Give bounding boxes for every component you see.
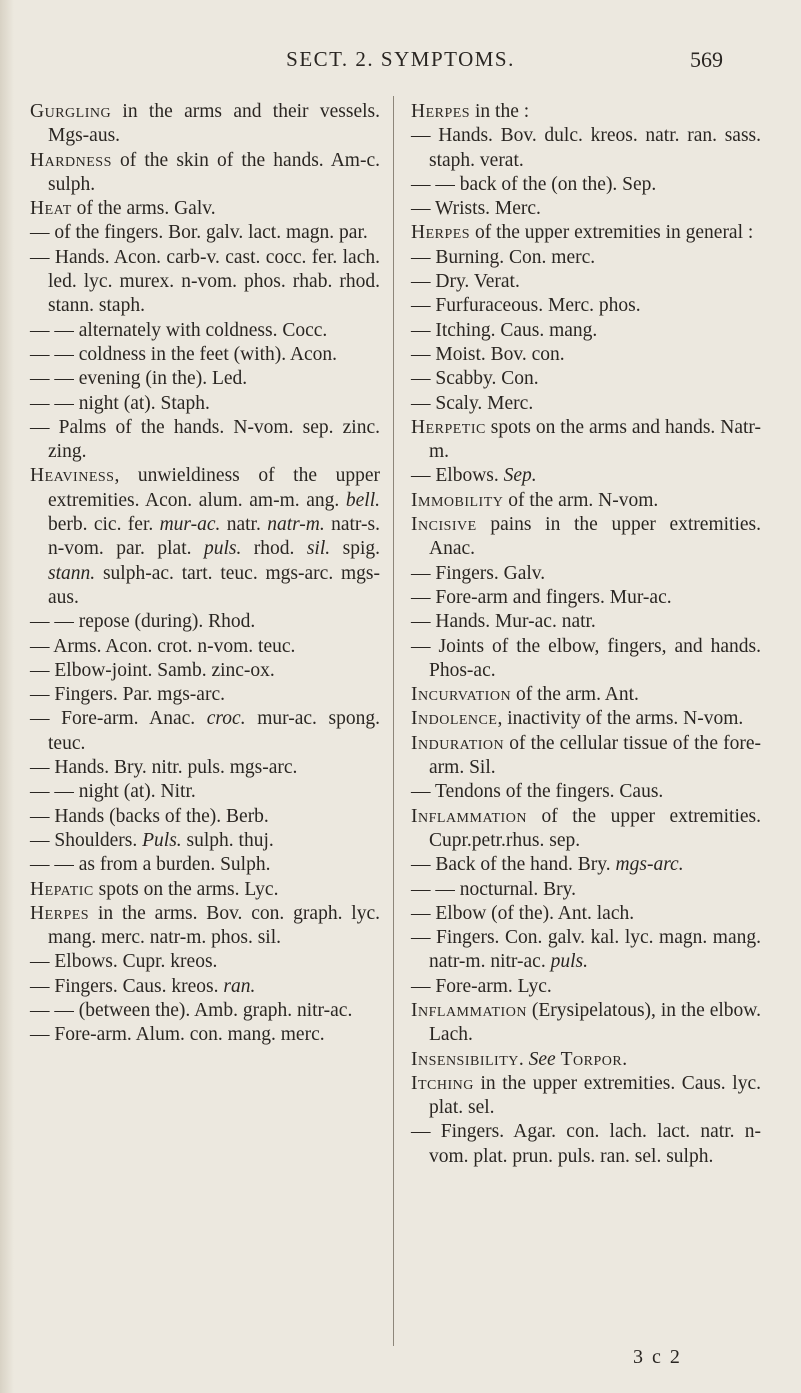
entry-text: — Palms of the hands. N-vom. sep. zinc. zing. (30, 416, 380, 463)
entry-text: — — night (at). Nitr. (30, 781, 196, 803)
entry-text: — Wrists. Merc. (411, 198, 541, 220)
index-entry (411, 124, 761, 173)
index-entry (411, 416, 761, 465)
entry-text: — Elbow (of the). Ant. lach. (411, 902, 635, 924)
section-title: SECT. 2. SYMPTOMS. (286, 47, 515, 71)
entry-text: pains in the upper extremities. Anac. (429, 514, 761, 560)
entry-heading: Herpetic (411, 416, 486, 438)
entry-heading: Induration (411, 732, 505, 754)
index-entry (30, 829, 380, 853)
entry-text: spig. (330, 538, 380, 560)
entry-text: — Fore-arm and fingers. Mur-ac. (411, 586, 672, 608)
entry-text: — Fingers. Con. galv. kal. lyc. magn. mang. natr-m. nitr-ac. (411, 927, 761, 973)
entry-text: spots on the arms. Lyc. (93, 878, 279, 900)
entry-italic-remedy: mur-ac. (159, 514, 221, 536)
index-entry (411, 853, 761, 877)
entry-italic-remedy: bell. (345, 489, 380, 511)
index-entry (30, 197, 380, 221)
index-entry (30, 780, 380, 804)
index-entry (30, 950, 380, 974)
index-entry (30, 999, 380, 1023)
signature-mark: 3 c 2 (633, 1346, 682, 1368)
entry-text: — — back of the (on the). Sep. (411, 173, 657, 195)
entry-crossref: Torpor (560, 1048, 623, 1070)
entry-text: mur-ac. spong. teuc. (48, 708, 380, 754)
entry-text: . (622, 1048, 628, 1070)
index-entry (411, 586, 761, 610)
entry-text: in the upper extremities. Caus. lyc. plat. sel. (429, 1072, 761, 1119)
entry-text: — Hands. Bov. dulc. kreos. natr. ran. sass. staph. verat. (411, 125, 761, 171)
index-entry (411, 878, 761, 902)
entry-heading: Herpes (30, 902, 90, 924)
entry-text: — Shoulders. (30, 829, 143, 851)
index-entry (30, 635, 380, 659)
entry-text: of the upper extremities. Cupr.petr.rhus. sep. (429, 805, 761, 851)
entry-text: , inactivity of the arms. N-vom. (497, 708, 744, 730)
index-entry (30, 221, 380, 245)
index-entry (411, 392, 761, 416)
entry-text: in the arms. Bov. con. graph. lyc. mang. merc. natr-m. phos. sil. (48, 902, 380, 949)
index-entry (411, 635, 761, 684)
index-entry (411, 732, 761, 781)
entry-text: — Hands. Mur-ac. natr. (411, 611, 596, 633)
index-entry (30, 416, 380, 465)
index-entry (30, 683, 380, 707)
index-entry (411, 902, 761, 926)
entry-text: — — evening (in the). Led. (30, 368, 248, 390)
entry-text: — — coldness in the feet (with). Acon. (30, 343, 338, 365)
entry-text: — Fore-arm. Alum. con. mang. merc. (30, 1024, 325, 1046)
entry-italic-remedy: natr-m. (267, 514, 325, 536)
entry-text: — Back of the hand. Bry. (411, 854, 616, 876)
entry-text: of the skin of the hands. Am-c. sulph. (48, 149, 380, 195)
entry-text: — Fore-arm. Lyc. (411, 975, 552, 997)
index-entry (30, 319, 380, 343)
index-entry (30, 367, 380, 391)
entry-text: — Tendons of the fingers. Caus. (411, 781, 664, 803)
left-column (30, 100, 380, 1048)
entry-text: — — as from a burden. Sulph. (30, 854, 271, 876)
entry-text: of the arm. Ant. (511, 684, 639, 706)
entry-text: of the arm. N-vom. (503, 489, 659, 511)
entry-text: sulph. thuj. (181, 829, 274, 851)
index-entry (30, 100, 380, 149)
index-entry (30, 805, 380, 829)
entry-text: natr. (220, 514, 268, 536)
index-entry (411, 562, 761, 586)
entry-text: — Scaly. Merc. (411, 392, 534, 414)
entry-italic-remedy: stann. (48, 562, 96, 584)
entry-text: — Elbow-joint. Samb. zinc-ox. (30, 659, 275, 681)
entry-text: — Hands (backs of the). Berb. (30, 805, 269, 827)
entry-text: — Fingers. Caus. kreos. (30, 975, 224, 997)
entry-text: — Fingers. Agar. con. lach. lact. natr. n-vom. plat. prun. puls. ran. sel. sulph. (411, 1121, 761, 1167)
entry-text: — — nocturnal. Bry. (411, 878, 576, 900)
entry-text: — Dry. Verat. (411, 271, 520, 293)
entry-heading: Inflammation (411, 999, 527, 1021)
entry-text: — Hands. Acon. carb-v. cast. cocc. fer. lach. led. lyc. murex. n-vom. phos. rhab. rhod. stann. staph. (30, 246, 380, 317)
index-entry (30, 149, 380, 198)
entry-text: — Elbows. Cupr. kreos. (30, 951, 218, 973)
index-entry (411, 343, 761, 367)
entry-italic-remedy: See (528, 1048, 556, 1070)
entry-text: — Burning. Con. merc. (411, 246, 596, 268)
index-entry (411, 780, 761, 804)
entry-text: — — night (at). Staph. (30, 392, 210, 414)
entry-text: — Joints of the elbow, fingers, and hands. Phos-ac. (411, 635, 761, 681)
entry-text: of the upper extremities in general : (470, 222, 754, 244)
entry-text: — Moist. Bov. con. (411, 343, 565, 365)
index-entry (30, 246, 380, 319)
entry-text: of the arms. Galv. (71, 198, 216, 220)
index-entry (411, 173, 761, 197)
entry-text: — Itching. Caus. mang. (411, 319, 598, 341)
index-entry (411, 1072, 761, 1121)
entry-text: — Fingers. Par. mgs-arc. (30, 684, 225, 706)
entry-text: of the cellular tissue of the fore-arm. Sil. (429, 732, 761, 779)
running-header (0, 47, 801, 81)
index-entry (411, 100, 761, 124)
entry-text: — Fore-arm. Anac. (30, 708, 207, 730)
entry-text: — Arms. Acon. crot. n-vom. teuc. (30, 635, 296, 657)
entry-italic-remedy: ran. (223, 975, 256, 997)
entry-text: — — alternately with coldness. Cocc. (30, 319, 328, 341)
page-number: 569 (690, 47, 723, 72)
right-column (411, 100, 761, 1169)
entry-heading: Heaviness (30, 465, 115, 487)
entry-text: — — repose (during). Rhod. (30, 611, 256, 633)
index-entry (30, 756, 380, 780)
entry-heading: Herpes (411, 101, 471, 122)
entry-text: sulph-ac. tart. teuc. mgs-arc. mgs-aus. (48, 562, 380, 608)
entry-heading: Incurvation (411, 684, 512, 706)
index-entry (30, 853, 380, 877)
entry-heading: Gurgling (30, 101, 112, 122)
index-entry (30, 707, 380, 756)
entry-text: natr-s. n-vom. par. plat. (48, 514, 380, 560)
entry-heading: Herpes (411, 222, 471, 244)
index-entry (411, 513, 761, 562)
entry-heading: Hepatic (30, 878, 94, 900)
index-entry (30, 659, 380, 683)
entry-text: rhod. (241, 538, 307, 560)
entry-text: — Fingers. Galv. (411, 562, 546, 584)
index-entry (411, 246, 761, 270)
index-entry (30, 343, 380, 367)
entry-text: spots on the arms and hands. Natr-m. (429, 416, 761, 463)
index-entry (411, 270, 761, 294)
column-divider (393, 96, 394, 1346)
entry-heading: Itching (411, 1072, 474, 1094)
index-entry (411, 805, 761, 854)
entry-heading: Insensibility (411, 1048, 519, 1070)
index-entry (411, 367, 761, 391)
index-entry (30, 392, 380, 416)
entry-text: (Erysipelatous), in the elbow. Lach. (429, 999, 761, 1046)
index-entry (30, 975, 380, 999)
index-entry (30, 878, 380, 902)
index-entry (411, 926, 761, 975)
entry-text: — Furfuraceous. Merc. phos. (411, 295, 641, 317)
entry-italic-remedy: puls. (203, 538, 242, 560)
entry-heading: Hardness (30, 149, 112, 171)
index-entry (411, 683, 761, 707)
entry-text: in the : (470, 101, 530, 122)
index-entry (411, 489, 761, 513)
entry-heading: Indolence (411, 708, 498, 730)
index-entry (411, 319, 761, 343)
index-entry (30, 464, 380, 610)
index-entry (30, 610, 380, 634)
entry-text: — Elbows. (411, 465, 504, 487)
index-entry (411, 610, 761, 634)
index-entry (411, 197, 761, 221)
entry-italic-remedy: puls. (550, 951, 588, 973)
entry-heading: Immobility (411, 489, 504, 511)
entry-text: — of the fingers. Bor. galv. lact. magn. par. (30, 222, 368, 244)
index-entry (411, 707, 761, 731)
index-entry (411, 975, 761, 999)
entry-text: berb. cic. fer. (48, 514, 160, 536)
index-entry (30, 902, 380, 951)
entry-heading: Incisive (411, 514, 477, 536)
entry-text: — Scabby. Con. (411, 368, 539, 390)
entry-italic-remedy: Sep. (503, 465, 537, 487)
entry-text: . (518, 1048, 529, 1070)
entry-text: in the arms and their vessels. Mgs-aus. (48, 101, 380, 147)
page-edge-shadow (0, 0, 14, 1393)
entry-italic-remedy: croc. (206, 708, 246, 730)
index-entry (411, 464, 761, 488)
entry-italic-remedy: Puls. (142, 829, 182, 851)
index-entry (30, 1023, 380, 1047)
entry-italic-remedy: mgs-arc. (615, 854, 684, 876)
entry-heading: Inflammation (411, 805, 527, 827)
entry-text: — — (between the). Amb. graph. nitr-ac. (30, 999, 353, 1021)
entry-italic-remedy: sil. (306, 538, 331, 560)
index-entry (411, 1120, 761, 1169)
index-entry (411, 294, 761, 318)
index-entry (411, 221, 761, 245)
index-entry (411, 999, 761, 1048)
index-entry (411, 1048, 761, 1072)
entry-text: , unwieldiness of the upper extremities. Acon. alum. am-m. ang. (48, 465, 380, 511)
entry-heading: Heat (30, 198, 72, 220)
entry-text: — Hands. Bry. nitr. puls. mgs-arc. (30, 757, 298, 779)
